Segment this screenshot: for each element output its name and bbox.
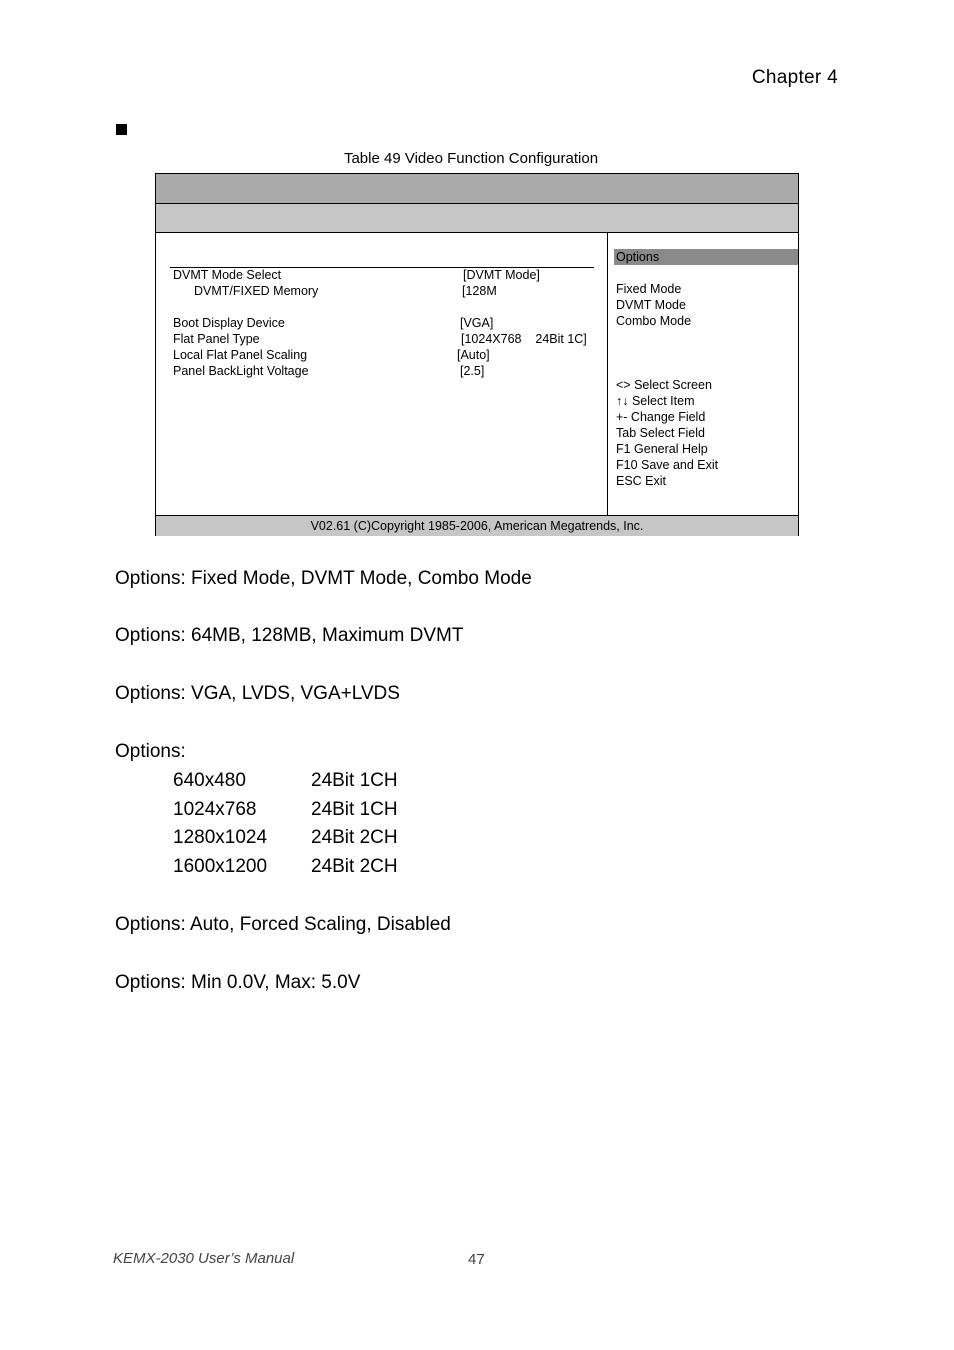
scaling-options: Options: Auto, Forced Scaling, Disabled <box>115 914 451 935</box>
option-item[interactable]: DVMT Mode <box>616 298 686 312</box>
table-caption: Table 49 Video Function Configuration <box>343 150 599 167</box>
bios-copyright-bar: V02.61 (C)Copyright 1985-2006, American Megatrends, Inc. <box>156 515 798 536</box>
bios-title-bar <box>156 174 798 204</box>
key-help-item: ↑↓ Select Item <box>616 394 695 408</box>
panel-type-resolution: 1280x1024 <box>173 827 268 848</box>
setting-value-dvmt-mode[interactable]: [DVMT Mode] <box>463 268 540 282</box>
setting-value-dvmt-memory[interactable]: [128M <box>462 284 497 298</box>
setting-label-flat-panel-type[interactable]: Flat Panel Type <box>173 332 260 346</box>
memory-options: Options: 64MB, 128MB, Maximum DVMT <box>115 625 464 646</box>
option-item[interactable]: Combo Mode <box>616 314 692 328</box>
key-help-item: Tab Select Field <box>616 426 705 440</box>
key-help-item: <> Select Screen <box>616 378 712 392</box>
panel-divider <box>607 233 608 515</box>
setting-value-flat-panel-type[interactable]: [1024X768 24Bit 1C] <box>461 332 587 346</box>
page-number: 47 <box>468 1251 485 1268</box>
bios-screen <box>155 173 799 536</box>
panel-type-bit: 24Bit 2CH <box>311 827 398 848</box>
backlight-options: Options: Min 0.0V, Max: 5.0V <box>115 972 361 993</box>
panel-type-resolution: 640x480 <box>173 770 246 791</box>
setting-value-boot-display[interactable]: [VGA] <box>460 316 494 330</box>
option-item[interactable]: Fixed Mode <box>616 282 682 296</box>
dvmt-mode-options: Options: Fixed Mode, DVMT Mode, Combo Mode <box>115 568 532 589</box>
setting-label-dvmt-memory[interactable]: DVMT/FIXED Memory <box>194 284 319 298</box>
key-help-item: F10 Save and Exit <box>616 458 719 472</box>
bullet-square-icon <box>116 124 127 135</box>
panel-type-resolution: 1600x1200 <box>173 856 268 877</box>
options-header: Options <box>614 249 798 265</box>
panel-type-bit: 24Bit 1CH <box>311 799 398 820</box>
bios-menu-bar <box>156 204 798 233</box>
chapter-heading: Chapter 4 <box>751 67 838 88</box>
panel-type-resolution: 1024x768 <box>173 799 257 820</box>
setting-value-backlight-voltage[interactable]: [2.5] <box>460 364 485 378</box>
setting-label-boot-display[interactable]: Boot Display Device <box>173 316 285 330</box>
panel-type-bit: 24Bit 2CH <box>311 856 398 877</box>
key-help-item: +- Change Field <box>616 410 706 424</box>
setting-label-backlight-voltage[interactable]: Panel BackLight Voltage <box>173 364 309 378</box>
manual-title: KEMX-2030 User’s Manual <box>113 1250 295 1267</box>
boot-display-options: Options: VGA, LVDS, VGA+LVDS <box>115 683 400 704</box>
panel-type-options-label: Options: <box>115 741 186 762</box>
key-help-item: ESC Exit <box>616 474 667 488</box>
setting-label-dvmt-mode[interactable]: DVMT Mode Select <box>173 268 282 282</box>
key-help-item: F1 General Help <box>616 442 708 456</box>
setting-value-panel-scaling[interactable]: [Auto] <box>457 348 490 362</box>
setting-label-panel-scaling[interactable]: Local Flat Panel Scaling <box>173 348 308 362</box>
panel-type-bit: 24Bit 1CH <box>311 770 398 791</box>
